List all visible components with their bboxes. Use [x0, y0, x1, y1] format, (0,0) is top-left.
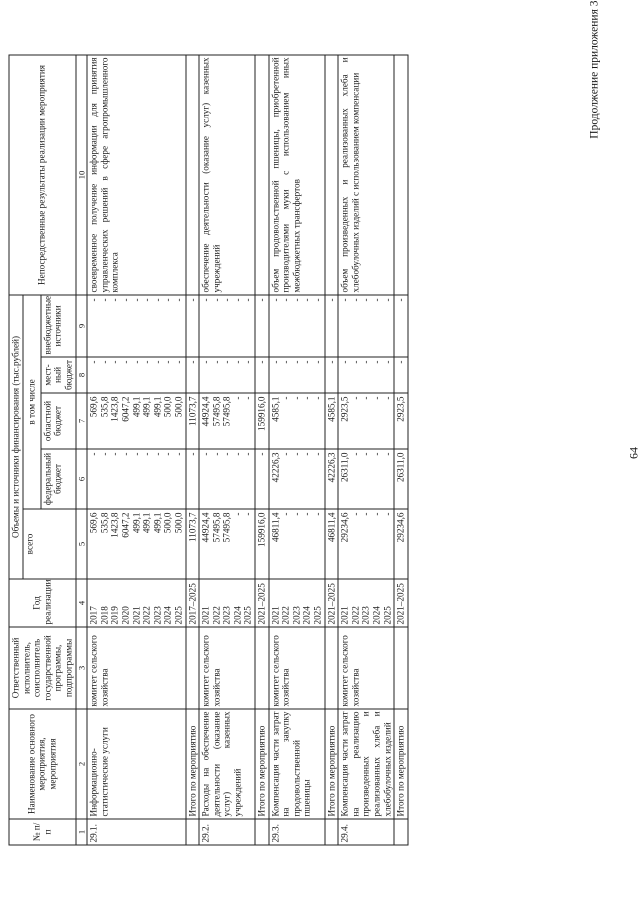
measure-regional-value: - — [280, 396, 291, 400]
summary-local: - — [185, 357, 199, 393]
summary-executor — [255, 627, 269, 709]
measure-regional-value: - — [301, 396, 312, 400]
measure-regional-value: 57495,8 — [221, 396, 232, 426]
measure-years-value: 2025 — [172, 605, 183, 624]
measure-local-value: - — [231, 360, 242, 364]
measure-regional-value: - — [360, 396, 371, 400]
header-local: мест-ный бюджет — [40, 357, 75, 393]
budget-table — [8, 54, 408, 845]
measure-extra — [338, 294, 394, 356]
summary-federal: 26311,0 — [394, 449, 408, 509]
measure-total-value: - — [280, 512, 291, 516]
summary-extra: - — [255, 294, 269, 356]
summary-number — [324, 819, 338, 845]
measure-local-value: - — [280, 360, 291, 364]
measure-regional-value: 44924,4 — [200, 396, 211, 426]
measure-years-value: 2018 — [98, 605, 109, 624]
measure-local-value: - — [290, 360, 301, 364]
measure-local — [268, 357, 324, 393]
measure-regional-value: 1423,8 — [109, 396, 120, 422]
header-federal: федеральный бюджет — [40, 449, 75, 509]
measure-extra-value: - — [280, 297, 291, 302]
measure-extra-value: - — [301, 297, 312, 302]
measure-local — [87, 357, 185, 393]
measure-extra-value: - — [349, 297, 360, 302]
measure-federal — [87, 449, 185, 509]
measure-summary-row — [324, 54, 338, 844]
col-num-4: 4 — [75, 579, 87, 627]
measure-federal-value: - — [151, 452, 162, 456]
measure-extra-value: - — [141, 297, 152, 302]
summary-regional: 2923,5 — [394, 393, 408, 449]
measure-local-value: - — [162, 360, 173, 364]
measure-regional — [199, 393, 255, 449]
measure-local-value: - — [339, 360, 350, 364]
measure-result: объем продовольственной пшеницы, приобретенной производителями муки с использованием иных межбюджетных трансфертов — [268, 54, 324, 294]
col-num-3: 3 — [75, 627, 87, 709]
measure-local-value: - — [172, 360, 183, 364]
measure-summary-row — [185, 54, 199, 844]
measure-name: Компенсация части затрат на реализацию произведенных и реализованных хлеба и хлебобулочных изделий — [338, 709, 394, 819]
measure-total-value: 29234,6 — [339, 512, 350, 542]
measure-years-value: 2021 — [339, 605, 350, 624]
measure-federal-value: - — [231, 452, 242, 456]
summary-result — [324, 54, 338, 294]
measure-total-value: 1423,8 — [109, 512, 120, 538]
summary-extra: - — [394, 294, 408, 356]
measure-regional-value: - — [312, 396, 323, 400]
measure-local-value: - — [349, 360, 360, 364]
measure-executor: комитет сельского хозяйства — [338, 627, 394, 709]
measure-local-value: - — [119, 360, 130, 364]
measure-summary-row — [394, 54, 408, 844]
measure-total-value: 57495,8 — [210, 512, 221, 542]
measure-extra-value: - — [312, 297, 323, 302]
measure-federal-value: - — [312, 452, 323, 456]
measure-regional-value: 499,1 — [130, 396, 141, 417]
summary-years: 2021–2025 — [255, 579, 269, 627]
summary-number — [394, 819, 408, 845]
measure-total-value: 499,1 — [151, 512, 162, 533]
measure-executor: комитет сельского хозяйства — [87, 627, 185, 709]
measure-extra-value: - — [221, 297, 232, 302]
measure-years-value: 2021 — [200, 605, 211, 624]
measure-local-value: - — [371, 360, 381, 364]
measure-years — [338, 579, 394, 627]
measure-federal-value: - — [349, 452, 360, 456]
measure-extra-value: - — [381, 297, 392, 302]
measure-row — [87, 54, 185, 844]
measure-federal-value: - — [371, 452, 381, 456]
measure-federal-value: - — [130, 452, 141, 456]
measure-regional-value: - — [349, 396, 360, 400]
measure-total-value: 6047,2 — [119, 512, 130, 538]
measure-years — [199, 579, 255, 627]
summary-result — [255, 54, 269, 294]
measure-result: обеспечение деятельности (оказание услуг) казенных учреждений — [199, 54, 255, 294]
header-regional: областной бюджет — [40, 393, 75, 449]
measure-total-value: - — [360, 512, 371, 516]
measure-federal-value: - — [200, 452, 211, 456]
summary-label: Итого по мероприятию — [185, 709, 199, 819]
measure-federal — [199, 449, 255, 509]
measure-years-value: 2024 — [162, 605, 173, 624]
header-col-year: Год реализации — [9, 579, 76, 627]
measure-years-value: 2019 — [109, 605, 120, 624]
measure-extra-value: - — [151, 297, 162, 302]
col-num-8: 8 — [75, 357, 87, 393]
measure-extra-value: - — [339, 297, 350, 302]
measure-extra-value: - — [269, 297, 280, 302]
measure-federal — [338, 449, 394, 509]
measure-total — [199, 509, 255, 579]
measure-years-value: 2022 — [141, 605, 152, 624]
summary-regional: 11073,7 — [185, 393, 199, 449]
summary-regional: 4585,1 — [324, 393, 338, 449]
header-extra: внебюджетные источники — [40, 294, 75, 356]
measure-total-value: - — [231, 512, 242, 516]
measure-extra-value: - — [231, 297, 242, 302]
measure-federal-value: - — [210, 452, 221, 456]
measure-years — [87, 579, 185, 627]
measure-total-value: 569,6 — [88, 512, 99, 533]
summary-local: - — [255, 357, 269, 393]
measure-regional-value: 499,1 — [151, 396, 162, 417]
measure-total-value: - — [381, 512, 392, 516]
measure-row — [199, 54, 255, 844]
measure-number: 29.3. — [268, 819, 324, 845]
summary-total: 29234,6 — [394, 509, 408, 579]
measure-years-value: 2023 — [290, 605, 301, 624]
measure-extra — [87, 294, 185, 356]
measure-federal-value: - — [242, 452, 253, 456]
measure-extra-value: - — [210, 297, 221, 302]
measure-years-value: 2024 — [371, 605, 381, 624]
measure-years-value: 2023 — [360, 605, 371, 624]
measure-federal-value: - — [301, 452, 312, 456]
measure-federal-value: - — [141, 452, 152, 456]
measure-federal-value: 26311,0 — [339, 452, 350, 482]
measure-federal — [268, 449, 324, 509]
measure-regional-value: 500,0 — [172, 396, 183, 417]
summary-result — [394, 54, 408, 294]
measure-federal-value: - — [98, 452, 109, 456]
header-total: всего — [22, 509, 75, 579]
measure-federal-value: 42226,3 — [269, 452, 280, 482]
measure-local-value: - — [98, 360, 109, 364]
measure-extra — [268, 294, 324, 356]
measure-years-value: 2022 — [210, 605, 221, 624]
measure-years-value: 2023 — [221, 605, 232, 624]
measure-local-value: - — [301, 360, 312, 364]
col-num-9: 9 — [75, 294, 87, 356]
measure-regional-value: 500,0 — [162, 396, 173, 417]
measure-regional-value: - — [242, 396, 253, 400]
measure-federal-value: - — [119, 452, 130, 456]
measure-extra-value: - — [109, 297, 120, 302]
measure-number: 29.2. — [199, 819, 255, 845]
header-col-executor: Ответственный исполнитель, соисполнитель государственной программы, подпрограммы — [9, 627, 76, 709]
header-funding: Объемы и источники финансирования (тыс.рублей) — [9, 294, 23, 578]
measure-regional-value: - — [290, 396, 301, 400]
measure-row — [338, 54, 394, 844]
summary-number — [185, 819, 199, 845]
col-num-10: 10 — [75, 54, 87, 294]
summary-result — [185, 54, 199, 294]
measure-total-value: 500,0 — [172, 512, 183, 533]
measure-local-value: - — [312, 360, 323, 364]
measure-total — [268, 509, 324, 579]
measure-federal-value: - — [172, 452, 183, 456]
continuation-label: Продолжение приложения 3 — [588, 0, 600, 139]
summary-years: 2021–2025 — [324, 579, 338, 627]
measure-regional-value: - — [231, 396, 242, 400]
measure-total-value: 500,0 — [162, 512, 173, 533]
summary-number — [255, 819, 269, 845]
summary-years: 2017–2025 — [185, 579, 199, 627]
measure-federal-value: - — [109, 452, 120, 456]
measure-local-value: - — [151, 360, 162, 364]
col-num-2: 2 — [75, 709, 87, 819]
summary-executor — [324, 627, 338, 709]
col-num-5: 5 — [75, 509, 87, 579]
measure-local-value: - — [141, 360, 152, 364]
summary-executor — [394, 627, 408, 709]
measure-regional-value: 499,1 — [141, 396, 152, 417]
measure-local-value: - — [130, 360, 141, 364]
measure-years-value: 2022 — [349, 605, 360, 624]
measure-federal-value: - — [280, 452, 291, 456]
measure-regional-value: 57495,8 — [210, 396, 221, 426]
measure-local-value: - — [360, 360, 371, 364]
summary-regional: 159916,0 — [255, 393, 269, 449]
measure-local — [338, 357, 394, 393]
measure-years-value: 2024 — [231, 605, 242, 624]
measure-federal-value: - — [360, 452, 371, 456]
measure-name: Компенсация части затрат на закупку продовольственной пшеницы — [268, 709, 324, 819]
measure-years-value: 2024 — [301, 605, 312, 624]
measure-summary-row — [255, 54, 269, 844]
measure-name: Расходы на обеспечение деятельности (оказание услуг) казенных учреждений — [199, 709, 255, 819]
summary-label: Итого по мероприятию — [394, 709, 408, 819]
measure-local-value: - — [210, 360, 221, 364]
summary-extra: - — [185, 294, 199, 356]
measure-extra-value: - — [162, 297, 173, 302]
measure-number: 29.1. — [87, 819, 185, 845]
header-col-result: Непосредственные результаты реализации мероприятия — [9, 54, 76, 294]
measure-years-value: 2025 — [312, 605, 323, 624]
measure-extra-value: - — [172, 297, 183, 302]
measure-local-value: - — [269, 360, 280, 364]
measure-years-value: 2017 — [88, 605, 99, 624]
summary-total: 159916,0 — [255, 509, 269, 579]
col-num-1: 1 — [75, 819, 87, 845]
measure-total-value: 44924,4 — [200, 512, 211, 542]
col-num-7: 7 — [75, 393, 87, 449]
measure-regional-value: - — [381, 396, 392, 400]
measure-result: своевременное получение информации для принятия управленческих решений в сфере агропромышленного комплекса — [87, 54, 185, 294]
measure-extra-value: - — [119, 297, 130, 302]
measure-total — [87, 509, 185, 579]
summary-total: 46811,4 — [324, 509, 338, 579]
measure-extra-value: - — [242, 297, 253, 302]
measure-total-value: 499,1 — [141, 512, 152, 533]
measure-regional-value: 6047,2 — [119, 396, 130, 422]
measure-federal-value: - — [162, 452, 173, 456]
measure-regional-value: 2923,5 — [339, 396, 350, 422]
measure-total — [338, 509, 394, 579]
measure-result: объем произведенных и реализованных хлеба и хлебобулочных изделий с использованием компенсации — [338, 54, 394, 294]
measure-local-value: - — [88, 360, 99, 364]
measure-years-value: 2023 — [151, 605, 162, 624]
col-num-6: 6 — [75, 449, 87, 509]
measure-years-value: 2025 — [381, 605, 392, 624]
summary-extra: - — [324, 294, 338, 356]
summary-label: Итого по мероприятию — [255, 709, 269, 819]
measure-total-value: 535,8 — [98, 512, 109, 533]
measure-row — [268, 54, 324, 844]
measure-federal-value: - — [290, 452, 301, 456]
measure-local — [199, 357, 255, 393]
measure-extra-value: - — [98, 297, 109, 302]
measure-regional-value: 535,8 — [98, 396, 109, 417]
measure-total-value: - — [242, 512, 253, 516]
summary-federal: - — [185, 449, 199, 509]
measure-federal-value: - — [88, 452, 99, 456]
header-col-number: № п/п — [9, 819, 76, 845]
measure-executor: комитет сельского хозяйства — [199, 627, 255, 709]
measure-extra-value: - — [130, 297, 141, 302]
measure-regional — [268, 393, 324, 449]
summary-federal: 42226,3 — [324, 449, 338, 509]
measure-extra-value: - — [290, 297, 301, 302]
measure-extra-value: - — [371, 297, 381, 302]
measure-total-value: - — [301, 512, 312, 516]
measure-years-value: 2025 — [242, 605, 253, 624]
measure-name: Информационно-статистические услуги — [87, 709, 185, 819]
summary-federal: - — [255, 449, 269, 509]
measure-years-value: 2021 — [269, 605, 280, 624]
measure-extra-value: - — [88, 297, 99, 302]
measure-total-value: - — [371, 512, 381, 516]
summary-executor — [185, 627, 199, 709]
summary-local: - — [394, 357, 408, 393]
measure-total-value: 499,1 — [130, 512, 141, 533]
summary-years: 2021–2025 — [394, 579, 408, 627]
measure-years-value: 2022 — [280, 605, 291, 624]
measure-local-value: - — [381, 360, 392, 364]
measure-number: 29.4. — [338, 819, 394, 845]
measure-local-value: - — [242, 360, 253, 364]
measure-federal-value: - — [221, 452, 232, 456]
measure-regional-value: 569,6 — [88, 396, 99, 417]
measure-years — [268, 579, 324, 627]
measure-extra — [199, 294, 255, 356]
measure-local-value: - — [200, 360, 211, 364]
table-body — [87, 54, 408, 844]
measure-total-value: - — [290, 512, 301, 516]
measure-total-value: - — [312, 512, 323, 516]
summary-total: 11073,7 — [185, 509, 199, 579]
measure-regional — [87, 393, 185, 449]
measure-extra-value: - — [200, 297, 211, 302]
measure-regional-value: - — [371, 396, 381, 400]
header-col-name: Наименование основного мероприятия, мероприятия — [9, 709, 76, 819]
measure-local-value: - — [109, 360, 120, 364]
summary-label: Итого по мероприятию — [324, 709, 338, 819]
measure-federal-value: - — [381, 452, 392, 456]
measure-local-value: - — [221, 360, 232, 364]
measure-total-value: 46811,4 — [269, 512, 280, 542]
measure-regional-value: 4585,1 — [269, 396, 280, 422]
summary-local: - — [324, 357, 338, 393]
measure-total-value: 57495,8 — [221, 512, 232, 542]
measure-executor: комитет сельского хозяйства — [268, 627, 324, 709]
page-number: 64 — [626, 446, 640, 459]
measure-years-value: 2020 — [119, 605, 130, 624]
measure-regional — [338, 393, 394, 449]
measure-years-value: 2021 — [130, 605, 141, 624]
header-in-that: в том числе — [22, 294, 40, 508]
measure-total-value: - — [349, 512, 360, 516]
measure-extra-value: - — [360, 297, 371, 302]
